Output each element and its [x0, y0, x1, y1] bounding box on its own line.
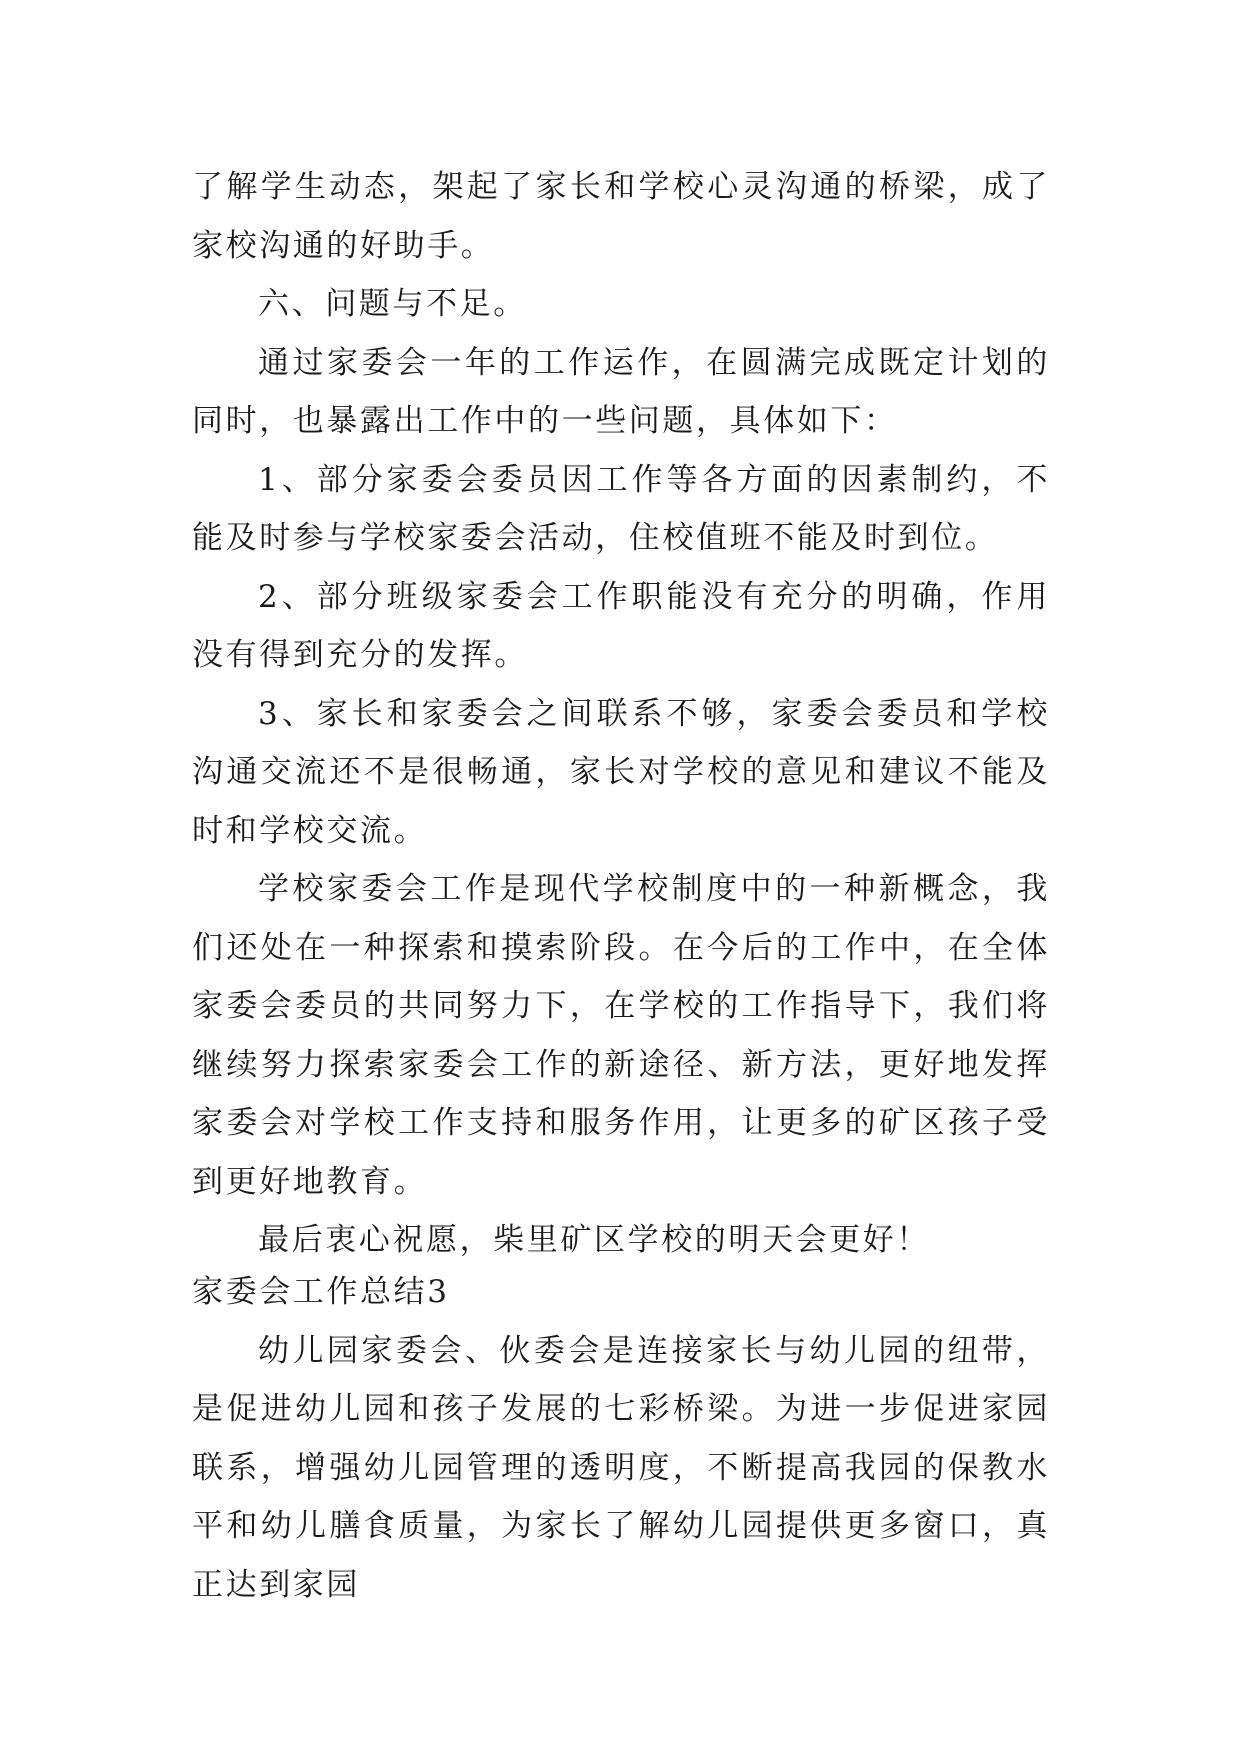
paragraph-problem-3: 3、家长和家委会之间联系不够，家委会委员和学校沟通交流还不是很畅通，家长对学校的意见和建议不能及时和学校交流。 — [192, 695, 1050, 849]
paragraph-outlook: 学校家委会工作是现代学校制度中的一种新概念，我们还处在一种探索和摸索阶段。在今后的工作中，在全体家委会委员的共同努力下，在学校的工作指导下，我们将继续努力探索家委会工作的新途径、新方法，更好地发挥家委会对学校工作支持和服务作用，让更多的矿区孩子受到更好地教育。 — [192, 871, 1050, 1200]
document-body — [192, 158, 1050, 1614]
paragraph-problem-1: 1、部分家委会委员因工作等各方面的因素制约，不能及时参与学校家委会活动，住校值班不能及时到位。 — [192, 461, 1050, 556]
paragraph-closing-wish: 最后衷心祝愿，柴里矿区学校的明天会更好！ — [258, 1222, 930, 1258]
paragraph-section-3-intro: 幼儿园家委会、伙委会是连接家长与幼儿园的纽带，是促进幼儿园和孩子发展的七彩桥梁。为进一步促进家园联系，增强幼儿园管理的透明度，不断提高我园的保教水平和幼儿膳食质量，为家长了解幼儿园提供更多窗口，真正达到家园 — [192, 1332, 1050, 1603]
paragraph-continuation: 了解学生动态，架起了家长和学校心灵沟通的桥梁，成了家校沟通的好助手。 — [192, 169, 1050, 264]
paragraph-intro-problems: 通过家委会一年的工作运作，在圆满完成既定计划的同时，也暴露出工作中的一些问题，具体如下： — [192, 344, 1050, 439]
paragraph-problem-2: 2、部分班级家委会工作职能没有充分的明确，作用没有得到充分的发挥。 — [192, 578, 1050, 673]
section-heading-problems: 六、问题与不足。 — [258, 286, 527, 322]
section-title: 家委会工作总结3 — [192, 1273, 450, 1310]
